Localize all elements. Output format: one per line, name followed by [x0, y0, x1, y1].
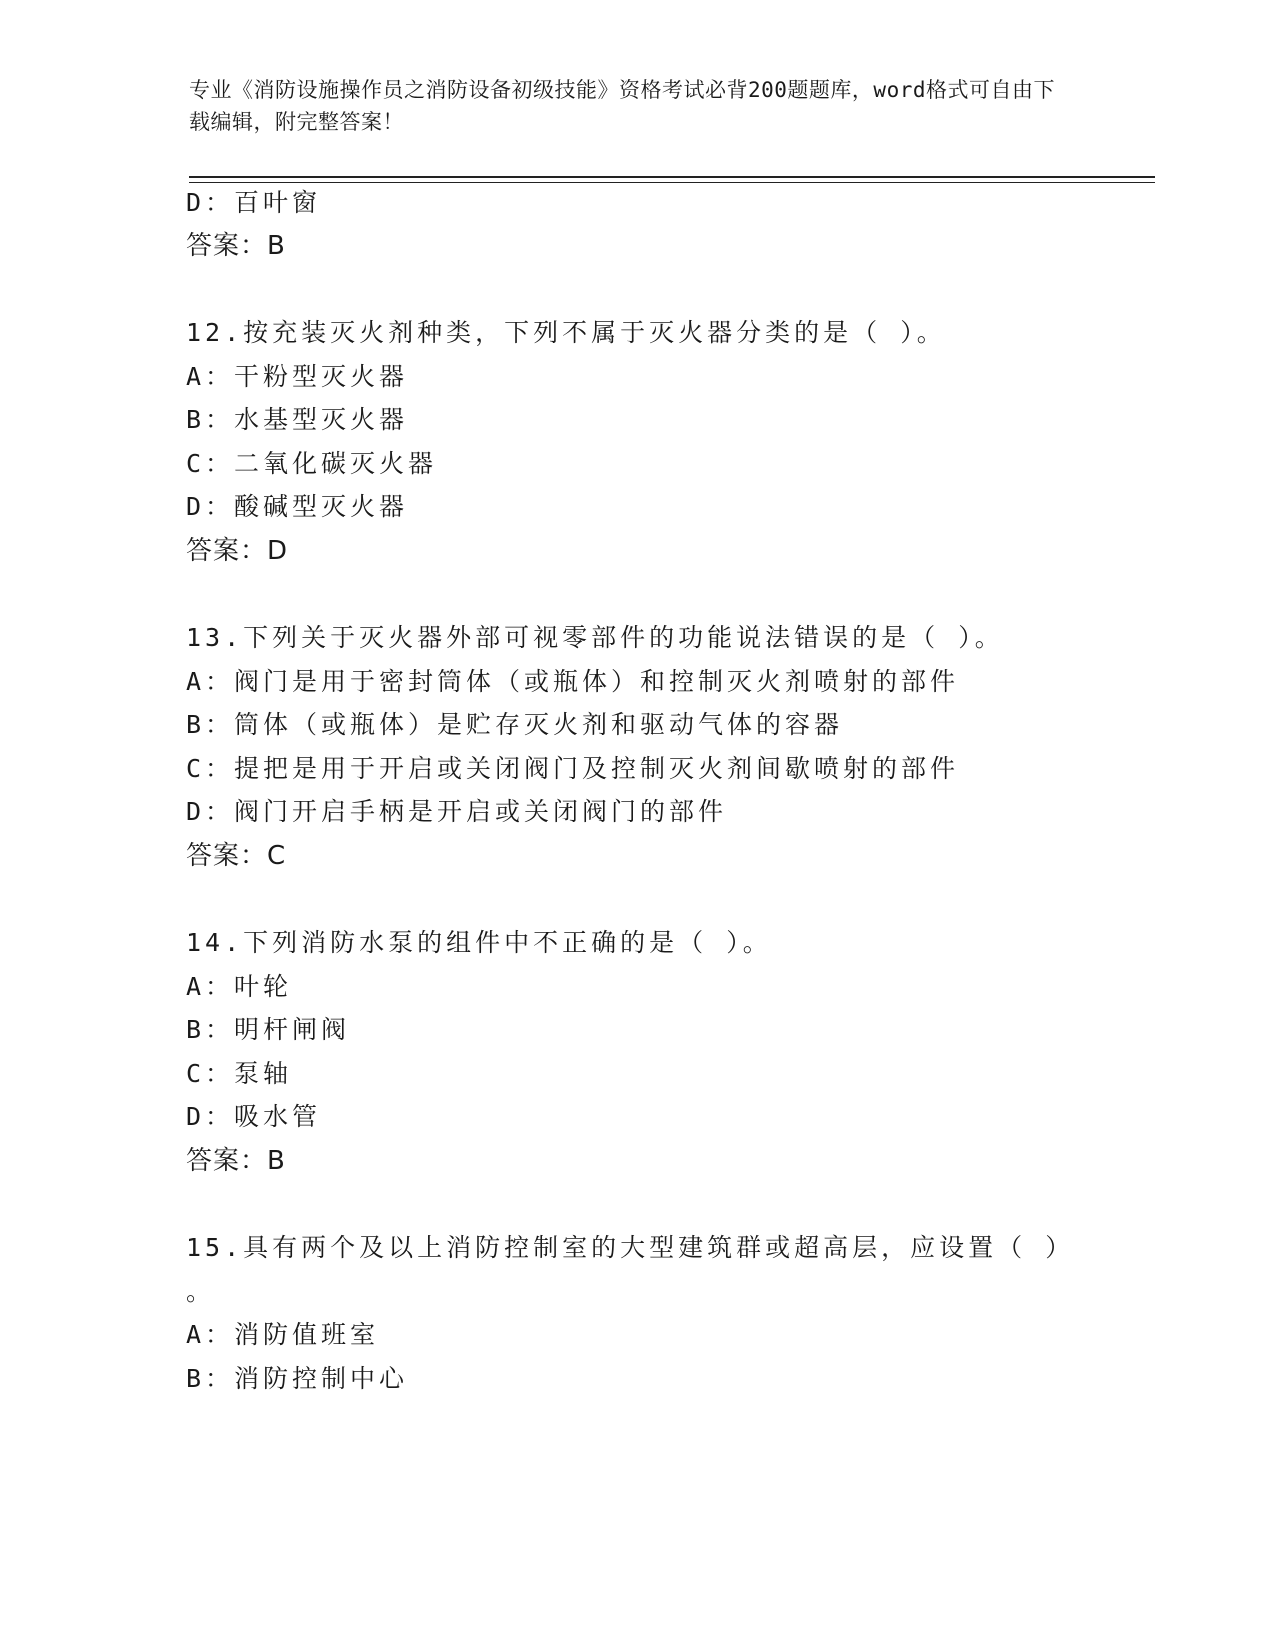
question-stem: 14.下列消防水泵的组件中不正确的是（ ）。	[186, 928, 772, 957]
option-a: A：消防值班室	[186, 1320, 380, 1349]
option-d: D：阀门开启手柄是开启或关闭阀门的部件	[186, 797, 728, 826]
question-stem-continued: 。	[186, 1277, 216, 1306]
prev-option-d: D：百叶窗	[186, 188, 322, 217]
option-b: B：明杆闸阀	[186, 1015, 351, 1044]
answer: 答案：C	[186, 841, 287, 871]
option-a: A：阀门是用于密封筒体（或瓶体）和控制灭火剂喷射的部件	[186, 667, 960, 696]
question-stem: 12.按充装灭火剂种类，下列不属于灭火器分类的是（ ）。	[186, 318, 946, 347]
question-stem: 15.具有两个及以上消防控制室的大型建筑群或超高层，应设置（ ）	[186, 1233, 1075, 1262]
document-header: 专业《消防设施操作员之消防设备初级技能》资格考试必背200题题库，word格式可自由下载编辑，附完整答案！	[189, 78, 1055, 134]
option-d: D：吸水管	[186, 1102, 322, 1131]
header-rule-thick	[189, 176, 1155, 178]
option-b: B：水基型灭火器	[186, 405, 409, 434]
option-b: B：消防控制中心	[186, 1364, 409, 1393]
option-c: C：二氧化碳灭火器	[186, 449, 438, 478]
prev-answer: 答案：B	[186, 231, 286, 261]
option-a: A：叶轮	[186, 972, 293, 1001]
option-c: C：泵轴	[186, 1059, 293, 1088]
option-a: A：干粉型灭火器	[186, 362, 409, 391]
question-stem: 13.下列关于灭火器外部可视零部件的功能说法错误的是（ ）。	[186, 623, 1004, 652]
answer: 答案：B	[186, 1146, 286, 1176]
header-rule-thin	[189, 182, 1155, 183]
option-c: C：提把是用于开启或关闭阀门及控制灭火剂间歇喷射的部件	[186, 754, 960, 783]
option-b: B：筒体（或瓶体）是贮存灭火剂和驱动气体的容器	[186, 710, 844, 739]
option-d: D：酸碱型灭火器	[186, 492, 409, 521]
answer: 答案：D	[186, 536, 289, 566]
